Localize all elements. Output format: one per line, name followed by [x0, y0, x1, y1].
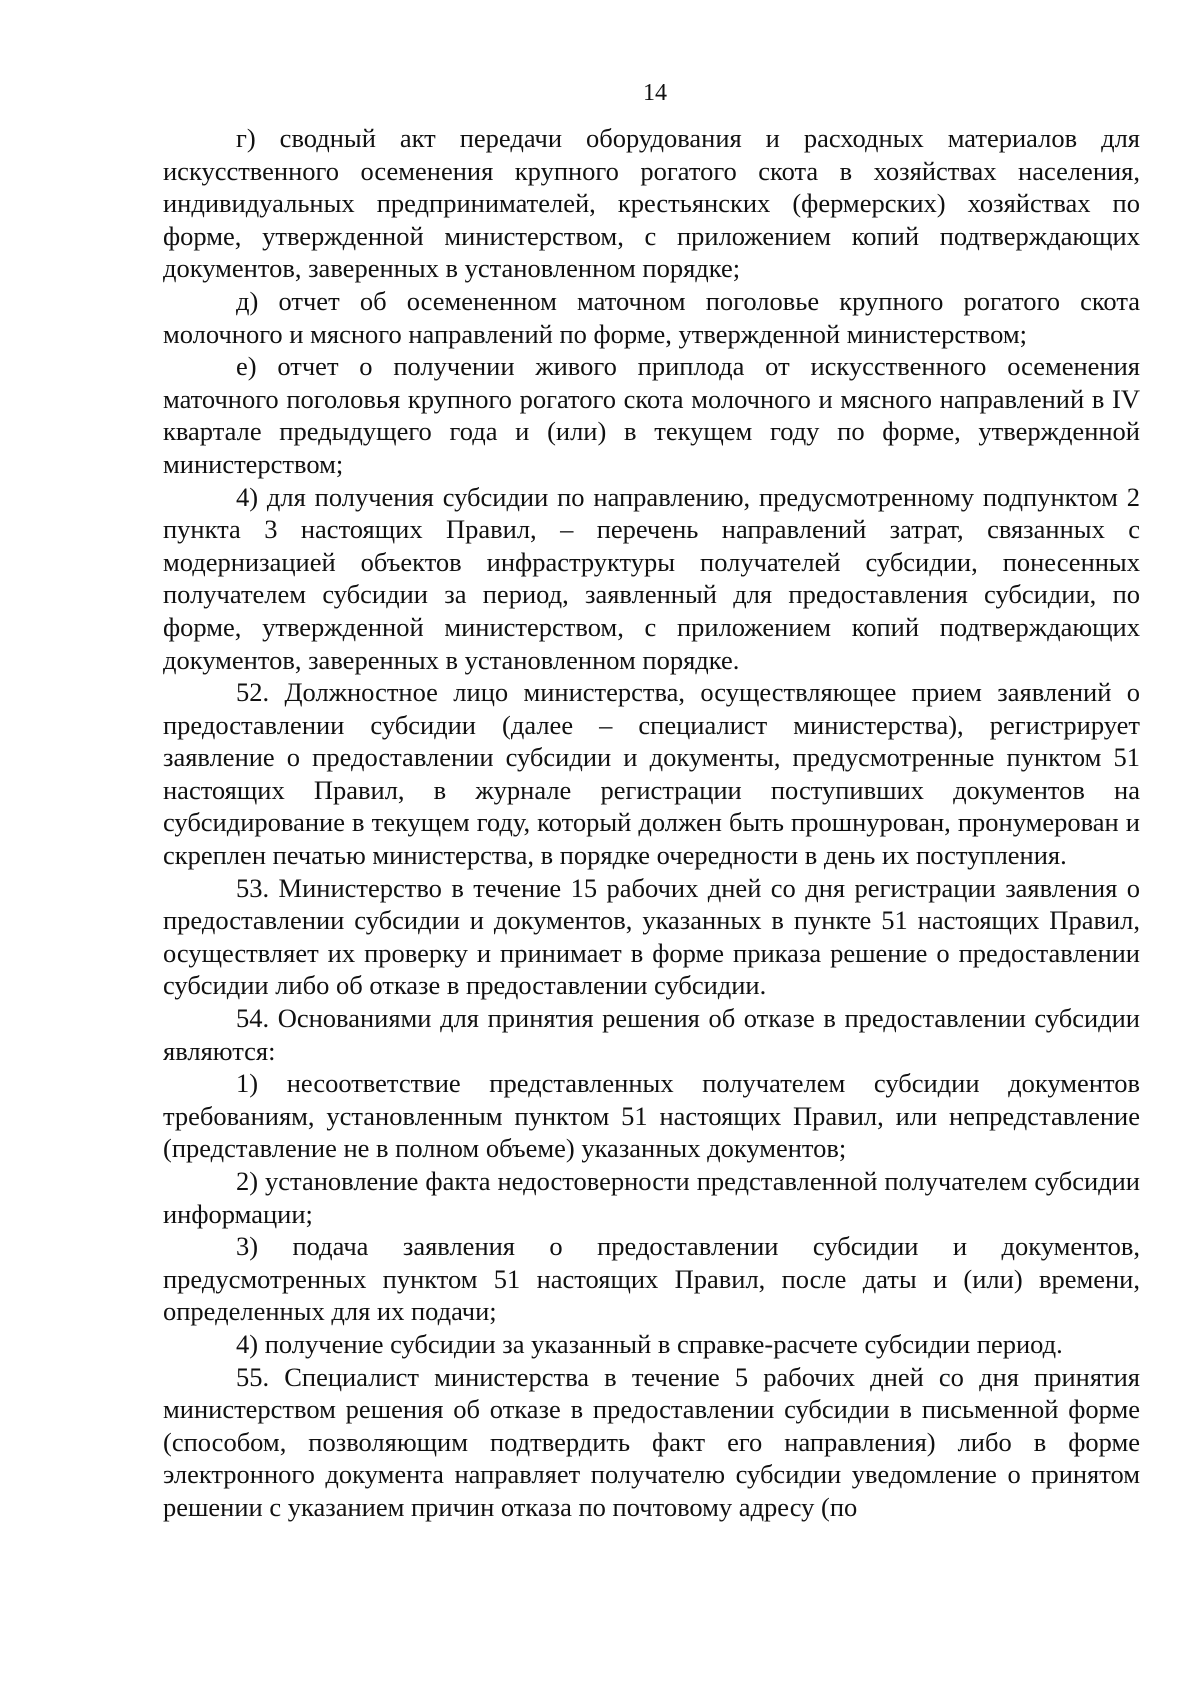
paragraph-54-2-inaccuracy: 2) установление факта недостоверности представленной получателем субсидии информации;	[163, 1166, 1140, 1229]
paragraph-52-registration: 52. Должностное лицо министерства, осуществляющее прием заявлений о предоставлении субсидии (далее – специалист министерства), регистрирует заявление о предоставлении субсидии и документы, предусмотренные пунктом 51 настоящих Правил, в журнале регистрации поступивших документов на субсидирование в текущем году, который должен быть прошнурован, пронумерован и скреплен печатью министерства, в порядке очередности в день их поступления.	[163, 677, 1140, 871]
page-number: 14	[643, 80, 667, 106]
paragraph-g-summary-act: г) сводный акт передачи оборудования и расходных материалов для искусственного осеменения крупного рогатого скота в хозяйствах населения, индивидуальных предпринимателей, крестьянских (фермерских) хозяйствах по форме, утвержденной министерством, с приложением копий подтверждающих документов, заверенных в установленном порядке;	[163, 123, 1140, 284]
paragraph-d-inseminated-livestock-report: д) отчет об осемененном маточном поголовье крупного рогатого скота молочного и мясного направлений по форме, утвержденной министерством;	[163, 285, 1140, 349]
paragraph-4-infrastructure-costs: 4) для получения субсидии по направлению, предусмотренному подпунктом 2 пункта 3 настоящих Правил, – перечень направлений затрат, связанных с модернизацией объектов инфраструктуры получателей субсидии, понесенных получателем субсидии за период, заявленный для предоставления субсидии, по форме, утвержденной министерством, с приложением копий подтверждающих документов, заверенных в установленном порядке.	[163, 481, 1140, 675]
document-body	[163, 122, 1140, 1524]
paragraph-54-3-late-submission: 3) подача заявления о предоставлении субсидии и документов, предусмотренных пунктом 51 настоящих Правил, после даты и (или) времени, определенных для их подачи;	[163, 1231, 1140, 1327]
paragraph-e-offspring-report: е) отчет о получении живого приплода от искусственного осеменения маточного поголовья крупного рогатого скота молочного и мясного направлений в IV квартале предыдущего года и (или) в текущем году по форме, утвержденной министерством;	[163, 351, 1140, 479]
paragraph-54-1-noncompliance: 1) несоответствие представленных получателем субсидии документов требованиям, установленным пунктом 51 настоящих Правил, или непредставление (представление не в полном объеме) указанных документов;	[163, 1068, 1140, 1164]
paragraph-54-refusal-grounds: 54. Основаниями для принятия решения об отказе в предоставлении субсидии являются:	[163, 1003, 1140, 1066]
paragraph-55-notification: 55. Специалист министерства в течение 5 рабочих дней со дня принятия министерством решения об отказе в предоставлении субсидии в письменной форме (способом, позволяющим подтвердить факт его направления) либо в форме электронного документа направляет получателю субсидии уведомление о принятом решении с указанием причин отказа по почтовому адресу (по	[163, 1361, 1140, 1522]
paragraph-53-review: 53. Министерство в течение 15 рабочих дней со дня регистрации заявления о предоставлении субсидии и документов, указанных в пункте 51 настоящих Правил, осуществляет их проверку и принимает в форме приказа решение о предоставлении субсидии либо об отказе в предоставлении субсидии.	[163, 872, 1140, 1001]
paragraph-54-4-duplicate-subsidy: 4) получение субсидии за указанный в справке-расчете субсидии период.	[236, 1328, 1063, 1359]
